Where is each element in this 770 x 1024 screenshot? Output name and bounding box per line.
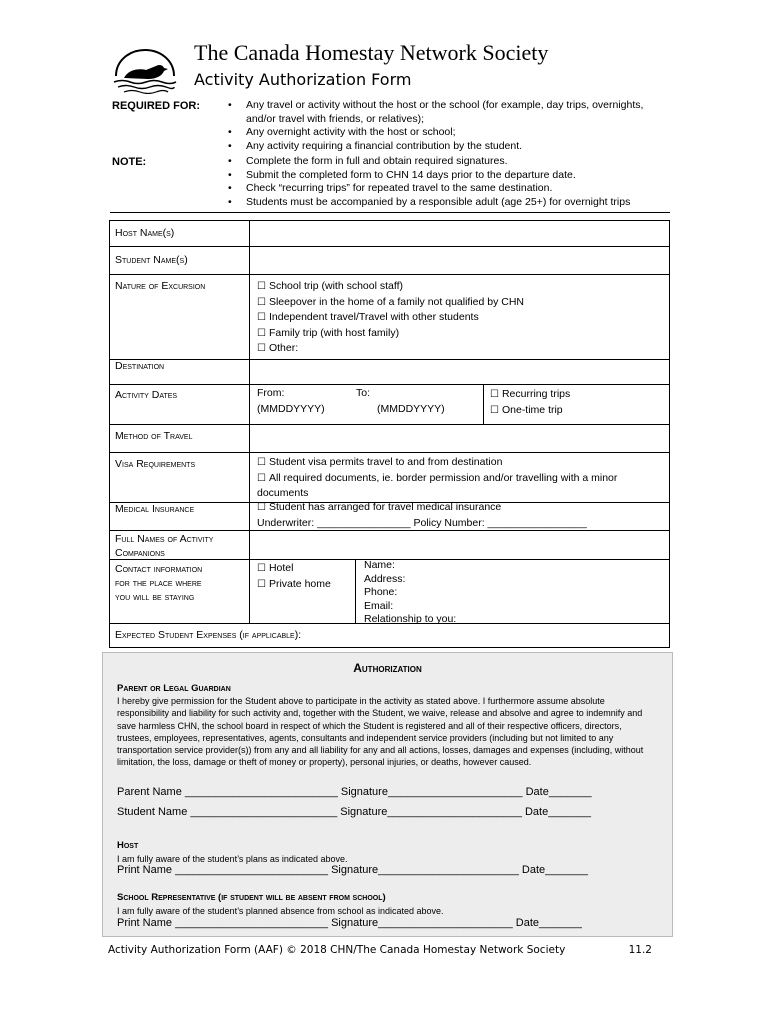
checkbox-icon: ☐ (490, 404, 499, 416)
contact-relationship-field[interactable]: Relationship to you: (364, 613, 457, 626)
underwriter-policy-field[interactable]: Underwriter: ________________ Policy Number: _________________ (257, 516, 587, 529)
school-representative-text: I am fully aware of the student’s planned absence from school as indicated above. (117, 906, 444, 916)
private-home-checkbox[interactable]: ☐ Private home (257, 577, 331, 590)
contact-address-field[interactable]: Address: (364, 572, 406, 585)
checkbox-icon: ☐ (257, 563, 266, 574)
form-title: Activity Authorization Form (194, 70, 412, 89)
expected-expenses-label: Expected Student Expenses (if applicable): (115, 629, 302, 641)
sleepover-checkbox[interactable]: ☐ Sleepover in the home of a family not qualified by CHN (257, 295, 525, 308)
list-item: • Any travel or activity without the host or the school (for example, day trips, overnights, and/or travel with friends, or relatives); (226, 99, 666, 126)
divider (110, 359, 669, 360)
checkbox-icon: ☐ (257, 296, 266, 308)
loon-on-water-logo-icon (112, 46, 178, 94)
contact-name-field[interactable]: Name: (364, 559, 395, 571)
medical-insurance-label: Medical Insurance (115, 503, 195, 515)
list-item: • Complete the form in full and obtain required signatures. (226, 155, 666, 169)
list-item: • Check “recurring trips” for repeated travel to the same destination. (226, 182, 666, 196)
contact-information-label: Contact information for the place where you will be staying (115, 563, 203, 603)
visa-options: ☐ Student visa permits travel to and from destination ☐ All required documents, ie. border permission and/or travelling with a minor documents (257, 456, 618, 499)
visa-permits-checkbox[interactable]: ☐ Student visa permits travel to and from destination (257, 456, 503, 468)
footer-text: Activity Authorization Form (AAF) © 2018 CHN/The Canada Homestay Network Society (108, 944, 566, 956)
host-heading: Host (117, 840, 139, 851)
checkbox-icon: ☐ (257, 472, 266, 484)
checkbox-icon: ☐ (257, 312, 266, 323)
divider (110, 212, 670, 213)
school-trip-checkbox[interactable]: ☐ School trip (with school staff) (257, 280, 403, 292)
contact-email-field[interactable]: Email: (364, 599, 394, 612)
list-item: • Any overnight activity with the host or school; (226, 126, 666, 140)
divider (110, 274, 669, 275)
hotel-checkbox[interactable]: ☐ Hotel (257, 562, 294, 574)
school-signature-line[interactable]: Print Name _________________________ Signature______________________ Date_______ (117, 917, 582, 929)
contact-phone-field[interactable]: Phone: (364, 586, 398, 599)
from-date-field[interactable]: From: (MMDDYYYY) (257, 387, 325, 415)
divider (110, 424, 669, 425)
divider (249, 221, 250, 623)
divider (110, 384, 669, 385)
recurring-trips-checkbox[interactable]: ☐ Recurring trips (490, 388, 571, 400)
footer (108, 944, 652, 956)
contact-fields (364, 559, 456, 627)
parent-consent-text: I hereby give permission for the Student above to participate in the activity as stated above. I furthermore assume absolute responsibility and liability for such activity and, together with the Student, we waive, release and absolve and agree to indemnify and save harmless CHN, the school board in respect of which the Student is registered and all of their respective officers, directors, trustees, employees, representatives, agents, consultants and independent service providers (including but not limited to any transportation service provider(s)) from any and all liability for any and all actions, losses, damages and expenses (including, without limitation, the loss, damage or theft of money or property), personal injuries, or deaths, however caused. (117, 696, 644, 768)
divider (110, 246, 669, 247)
parent-signature-line[interactable]: Parent Name _________________________ Signature______________________ Date_______ (117, 786, 592, 798)
checkbox-icon: ☐ (257, 502, 266, 513)
host-text: I am fully aware of the student’s plans as indicated above. (117, 854, 348, 864)
checkbox-icon: ☐ (257, 343, 266, 354)
student-signature-line[interactable]: Student Name ________________________ Signature______________________ Date_______ (117, 806, 592, 818)
list-item: • Submit the completed form to CHN 14 days prior to the departure date. (226, 169, 666, 183)
method-of-travel-label: Method of Travel (115, 430, 193, 442)
checkbox-icon: ☐ (257, 281, 266, 292)
student-names-label: Student Name(s) (115, 254, 188, 266)
one-time-trip-checkbox[interactable]: ☐ One-time trip (490, 403, 563, 416)
independent-travel-checkbox[interactable]: ☐ Independent travel/Travel with other students (257, 311, 479, 323)
list-item: • Students must be accompanied by a responsible adult (age 25+) for overnight trips (226, 196, 666, 210)
required-for-list (226, 99, 666, 153)
nature-of-excursion-label: Nature of Excursion (115, 280, 206, 292)
note-label: NOTE: (112, 156, 147, 168)
checkbox-icon: ☐ (257, 578, 266, 590)
other-checkbox[interactable]: ☐ Other: (257, 342, 299, 354)
school-representative-heading: School Representative (if student will be absent from school) (117, 892, 386, 903)
divider (355, 559, 356, 623)
form-version: 11.2 (628, 944, 652, 956)
destination-label: Destination (115, 360, 165, 372)
accommodation-options (257, 561, 331, 592)
family-trip-checkbox[interactable]: ☐ Family trip (with host family) (257, 326, 400, 339)
list-item: • Any activity requiring a financial contribution by the student. (226, 140, 666, 154)
note-list (226, 155, 666, 209)
host-names-label: Host Name(s) (115, 227, 175, 239)
required-for-label: REQUIRED FOR: (112, 100, 200, 112)
activity-dates-label: Activity Dates (115, 389, 178, 401)
divider (110, 452, 669, 453)
checkbox-icon: ☐ (257, 327, 266, 339)
required-documents-checkbox[interactable]: ☐ All required documents, ie. border permission and/or travelling with a minor (257, 471, 618, 484)
divider (483, 384, 484, 424)
activity-form-table (109, 220, 670, 648)
medical-insurance-checkbox[interactable]: ☐ Student has arranged for travel medical insurance (257, 501, 502, 513)
nature-options (257, 279, 524, 357)
activity-companions-label: Full Names of Activity Companions (115, 533, 214, 559)
authorization-section (102, 652, 673, 937)
parent-heading: Parent or Legal Guardian (117, 683, 231, 694)
medical-options (257, 500, 587, 531)
organization-name: The Canada Homestay Network Society (194, 40, 549, 65)
visa-requirements-label: Visa Requirements (115, 458, 196, 470)
host-signature-line[interactable]: Print Name _________________________ Signature_______________________ Date_______ (117, 864, 588, 876)
authorization-title: Authorization (353, 661, 422, 675)
checkbox-icon: ☐ (257, 457, 266, 468)
checkbox-icon: ☐ (490, 389, 499, 400)
trip-frequency (490, 387, 570, 418)
to-date-field[interactable]: To: (MMDDYYYY) (356, 387, 445, 415)
